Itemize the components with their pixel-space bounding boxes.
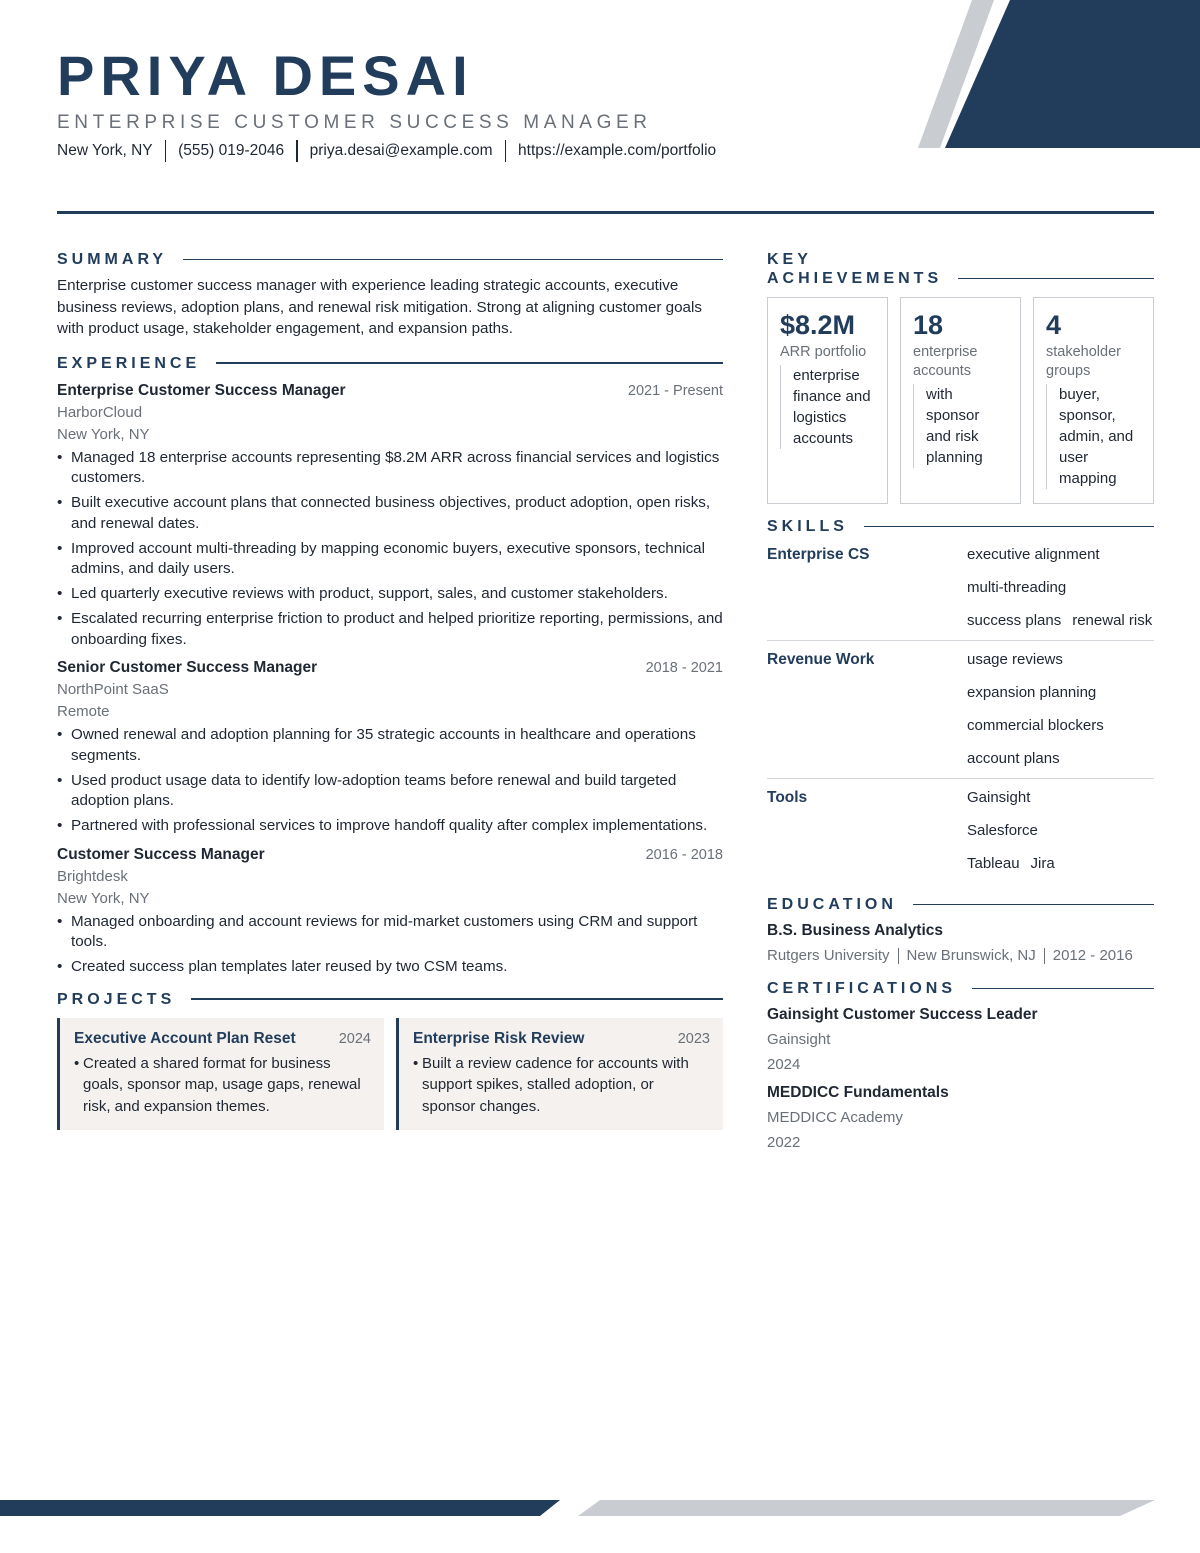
education-years: 2012 - 2016 bbox=[1052, 947, 1133, 964]
job-bullet: • Led quarterly executive reviews with product, support, sales, and customer stakeholders. bbox=[57, 584, 723, 605]
project-year: 2023 bbox=[677, 1030, 710, 1047]
section-label: CERTIFICATIONS bbox=[767, 980, 957, 997]
job-dates: 2018 - 2021 bbox=[645, 660, 723, 676]
project-card bbox=[396, 1018, 723, 1130]
certifications-heading bbox=[767, 979, 1154, 998]
footer-decoration bbox=[0, 1500, 1200, 1516]
job-bullet: • Managed 18 enterprise accounts representing $8.2M ARR across financial services and logistics customers. bbox=[57, 448, 723, 489]
section-rule bbox=[191, 998, 723, 1000]
experience-heading bbox=[57, 354, 723, 373]
skill-item: expansion planning bbox=[967, 684, 1097, 701]
skill-item: Jira bbox=[1030, 855, 1055, 872]
achievement-card bbox=[900, 297, 1021, 504]
job-bullet: • Used product usage data to identify low-adoption teams before renewal and build targeted adoption plans. bbox=[57, 771, 723, 812]
skill-category: Tools bbox=[767, 789, 808, 806]
job-location: Remote bbox=[57, 703, 110, 720]
education-meta bbox=[767, 945, 1154, 967]
job-title: Senior Customer Success Manager bbox=[57, 659, 318, 676]
footer-navy-bar bbox=[0, 1500, 560, 1516]
section-rule bbox=[864, 526, 1154, 528]
section-label: ACHIEVEMENTS bbox=[767, 270, 943, 287]
achievements-heading bbox=[767, 250, 1154, 288]
education-location: New Brunswick, NJ bbox=[906, 947, 1036, 964]
achievement-value: $8.2M bbox=[780, 310, 856, 340]
meta-divider bbox=[898, 948, 899, 964]
footer-gray-bar bbox=[578, 1500, 1155, 1516]
contact-divider bbox=[296, 140, 298, 162]
skill-item: Tableau bbox=[967, 855, 1020, 872]
corner-decoration bbox=[910, 0, 1200, 150]
achievement-desc: enterprise finance and logistics accounts bbox=[780, 365, 875, 449]
job-title: Customer Success Manager bbox=[57, 845, 265, 863]
job-title: Enterprise Customer Success Manager bbox=[57, 381, 346, 399]
project-bullet: • Built a review cadence for accounts with support spikes, stalled adoption, or sponsor changes. bbox=[413, 1053, 710, 1118]
achievement-card bbox=[1033, 297, 1154, 504]
education-heading bbox=[767, 895, 1154, 914]
section-label: EDUCATION bbox=[767, 896, 897, 913]
summary-heading bbox=[57, 250, 723, 269]
project-title: Executive Account Plan Reset bbox=[74, 1029, 296, 1047]
achievement-desc: buyer, sponsor, admin, and user mapping bbox=[1046, 384, 1141, 489]
achievement-value: 18 bbox=[913, 310, 944, 340]
certification-year: 2022 bbox=[767, 1134, 801, 1151]
job-company: NorthPoint SaaS bbox=[57, 681, 169, 698]
contact-location: New York, NY bbox=[57, 142, 153, 159]
section-rule bbox=[183, 259, 723, 261]
projects-heading bbox=[57, 990, 723, 1009]
certification-issuer: Gainsight bbox=[767, 1031, 831, 1048]
education-degree: B.S. Business Analytics bbox=[767, 922, 944, 939]
skill-item: Salesforce bbox=[967, 822, 1038, 839]
right-column bbox=[767, 250, 1154, 1154]
section-label: EXPERIENCE bbox=[57, 354, 201, 372]
section-label: KEY bbox=[767, 251, 812, 268]
job-bullets bbox=[57, 912, 723, 978]
job-location: New York, NY bbox=[57, 425, 150, 443]
job-company: HarborCloud bbox=[57, 403, 143, 421]
skill-group bbox=[767, 641, 1154, 779]
skill-item: Gainsight bbox=[967, 789, 1031, 806]
job-entry bbox=[57, 844, 723, 978]
skill-item: usage reviews bbox=[967, 651, 1063, 668]
job-bullet: • Escalated recurring enterprise friction to product and helped prioritize reporting, permissions, and onboarding fixes. bbox=[57, 609, 723, 650]
skills-heading bbox=[767, 517, 1154, 536]
certification-entry bbox=[767, 1082, 1154, 1154]
job-bullet: • Partnered with professional services to improve handoff quality after complex implementations. bbox=[57, 816, 723, 837]
job-bullet: • Managed onboarding and account reviews for mid-market customers using CRM and support tools. bbox=[57, 912, 723, 953]
skill-item: renewal risk bbox=[1072, 612, 1153, 629]
skills-table bbox=[767, 536, 1154, 883]
certification-entry bbox=[767, 1004, 1154, 1076]
skill-group bbox=[767, 536, 1154, 641]
header-rule bbox=[57, 211, 1154, 214]
section-label: SUMMARY bbox=[57, 251, 168, 268]
job-bullet: • Created success plan templates later reused by two CSM teams. bbox=[57, 957, 723, 978]
achievement-label: stakeholder groups bbox=[1046, 344, 1121, 379]
section-rule bbox=[958, 278, 1154, 280]
contact-portfolio-link[interactable]: https://example.com/portfolio bbox=[518, 142, 717, 159]
left-column bbox=[57, 250, 723, 1130]
education-school: Rutgers University bbox=[767, 947, 890, 964]
project-bullet: • Created a shared format for business goals, sponsor map, usage gaps, renewal risk, and expansion themes. bbox=[74, 1053, 371, 1118]
job-entry bbox=[57, 380, 723, 651]
job-bullet: • Improved account multi-threading by mapping economic buyers, executive sponsors, technical admins, and daily users. bbox=[57, 539, 723, 580]
job-company: Brightdesk bbox=[57, 867, 128, 885]
skill-group bbox=[767, 779, 1154, 883]
section-rule bbox=[913, 904, 1154, 906]
job-dates: 2016 - 2018 bbox=[645, 846, 723, 863]
skill-category: Enterprise CS bbox=[767, 546, 870, 563]
candidate-name: PRIYA DESAI bbox=[57, 44, 474, 107]
job-bullets bbox=[57, 448, 723, 651]
contact-email[interactable]: priya.desai@example.com bbox=[309, 142, 493, 159]
job-bullets bbox=[57, 725, 723, 837]
contact-line bbox=[57, 140, 716, 162]
job-bullet: • Built executive account plans that connected business objectives, product adoption, open risks, and renewal dates. bbox=[57, 493, 723, 534]
skill-item: success plans bbox=[967, 612, 1062, 629]
skill-item: multi-threading bbox=[967, 579, 1067, 596]
skill-item: executive alignment bbox=[967, 546, 1100, 563]
section-rule bbox=[216, 362, 723, 364]
achievement-label: ARR portfolio bbox=[780, 344, 867, 360]
section-rule bbox=[972, 988, 1154, 990]
certification-year: 2024 bbox=[767, 1056, 801, 1073]
job-dates: 2021 - Present bbox=[627, 382, 723, 399]
section-label: PROJECTS bbox=[57, 990, 176, 1008]
contact-divider bbox=[505, 140, 507, 162]
achievement-value: 4 bbox=[1046, 310, 1062, 340]
certification-name: MEDDICC Fundamentals bbox=[767, 1084, 949, 1101]
project-title: Enterprise Risk Review bbox=[413, 1029, 585, 1047]
achievement-label: enterprise accounts bbox=[913, 344, 978, 379]
achievement-card bbox=[767, 297, 888, 504]
contact-divider bbox=[165, 140, 167, 162]
section-label: SKILLS bbox=[767, 518, 848, 535]
job-entry bbox=[57, 657, 723, 837]
certification-name: Gainsight Customer Success Leader bbox=[767, 1006, 1038, 1023]
meta-divider bbox=[1044, 948, 1045, 964]
skill-item: account plans bbox=[967, 750, 1060, 767]
projects-list bbox=[57, 1018, 723, 1130]
achievements-list bbox=[767, 297, 1154, 504]
achievement-desc: with sponsor and risk planning bbox=[913, 384, 1008, 468]
certification-issuer: MEDDICC Academy bbox=[767, 1109, 903, 1126]
project-card bbox=[57, 1018, 384, 1130]
job-location: New York, NY bbox=[57, 889, 150, 907]
job-bullet: • Owned renewal and adoption planning for 35 strategic accounts in healthcare and operations segments. bbox=[57, 725, 723, 766]
candidate-title: ENTERPRISE CUSTOMER SUCCESS MANAGER bbox=[57, 112, 652, 133]
contact-phone[interactable]: (555) 019-2046 bbox=[178, 142, 285, 159]
skill-item: commercial blockers bbox=[967, 717, 1104, 734]
project-year: 2024 bbox=[338, 1030, 371, 1047]
summary-text: Enterprise customer success manager with experience leading strategic accounts, executive business reviews, adoption plans, and renewal risk mitigation. Strong at aligning customer goals with product usage, stakeholder engagement, and expansion paths. bbox=[57, 277, 702, 337]
skill-category: Revenue Work bbox=[767, 651, 875, 668]
